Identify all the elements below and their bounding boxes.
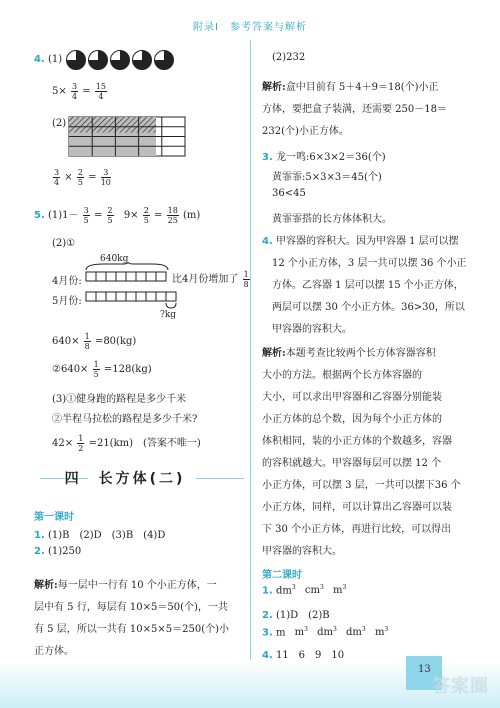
- superscript: 3: [304, 626, 308, 633]
- numerator: 2: [143, 206, 149, 215]
- q-number: 3.: [262, 627, 273, 639]
- r-explanation2-6: 的容积就越大。甲容器每层可以摆 12 个: [262, 458, 442, 469]
- eq3: [52, 434, 201, 453]
- superscript: 3: [291, 584, 296, 591]
- fraction: [71, 82, 78, 101]
- denominator: 2: [78, 444, 84, 453]
- expr-text: =: [88, 172, 97, 183]
- l1-q1: [34, 526, 165, 541]
- q-number: 2.: [262, 610, 273, 621]
- denominator: 5: [83, 216, 89, 225]
- expr-text: =: [82, 86, 91, 97]
- unit: m: [294, 627, 305, 639]
- page-number: 13: [418, 664, 431, 675]
- note-text: 比4月份增加了: [172, 274, 239, 285]
- expr-text: =: [93, 210, 103, 221]
- page-header: 附录Ⅰ 参考答案与解析: [193, 22, 307, 33]
- expr-text: 9×: [123, 210, 139, 221]
- r-explanation2-2: 大小的方法。根据两个长方体容器的: [262, 370, 422, 381]
- q4-grid-figure: [68, 116, 186, 168]
- r-q4-line3: 方体。乙容器 1 层可以摆 15 个小正方体，: [272, 280, 464, 291]
- denominator: 8: [243, 280, 249, 289]
- explanation-text: 盒中目前有 5＋4＋9＝18(个)小正: [285, 82, 439, 93]
- answer-text: 龙一鸣:6×3×2＝36(个): [275, 152, 386, 163]
- fraction: [53, 168, 60, 187]
- r-explanation-2: 方体，要把盒子装满，还需要 250－18＝: [262, 104, 447, 115]
- fraction: [77, 434, 84, 453]
- r-explanation2-9: 下 30 个小正方体，再进行比较，可以得出: [262, 524, 452, 535]
- fraction: [83, 206, 90, 225]
- expr-text: =: [154, 210, 163, 221]
- numerator: 2: [107, 206, 113, 215]
- r-explanation2-10: 甲容器的容积大。: [262, 546, 342, 557]
- q4-number: 4.: [34, 54, 45, 65]
- answer-text: (1)B (2)D (3)B (4)D: [47, 530, 166, 541]
- unit: cm: [304, 585, 320, 597]
- r-explanation-1: [262, 78, 439, 93]
- r-q4-line1: [262, 232, 459, 247]
- unit: dm: [275, 585, 292, 597]
- fraction: [84, 332, 91, 351]
- q-number: 2.: [34, 546, 45, 557]
- lesson-1-title: 第一课时: [34, 512, 74, 523]
- fraction: [243, 270, 250, 289]
- denominator: 5: [77, 178, 83, 187]
- fraction: [167, 206, 179, 225]
- numerator: 3: [101, 168, 111, 178]
- denominator: 4: [98, 92, 104, 101]
- l1-q2: [34, 546, 81, 557]
- fraction: [93, 360, 100, 379]
- expr-text: (1)1－: [47, 210, 79, 221]
- expr-text: =80(kg): [94, 336, 137, 347]
- answer-text: (1)250: [47, 546, 82, 557]
- expr-text: =21(km) (答案不唯一): [88, 438, 201, 449]
- r-explanation2-3: 大小，可以求出甲容器和乙容器分别能装: [262, 392, 442, 403]
- q5-line1: [34, 206, 200, 225]
- fraction: [107, 206, 114, 225]
- lesson-2-title: 第二课时: [262, 570, 302, 581]
- expr-text: =128(kg): [103, 364, 152, 375]
- numerator: 1: [84, 332, 90, 341]
- r-q3-line2: 黄霏霏:5×3×3＝45(个): [272, 172, 382, 183]
- section-title: 四 长方体(二): [64, 471, 186, 487]
- q-number: 4.: [262, 236, 273, 247]
- fraction: [77, 168, 84, 187]
- denominator: 5: [93, 370, 99, 379]
- r-q3-line1: [262, 148, 386, 163]
- q4-circle-1: [66, 50, 86, 70]
- l2-q3: [262, 626, 388, 638]
- fraction: [95, 82, 107, 101]
- answer-text: 11 6 9 10: [275, 650, 345, 661]
- q-number: 1.: [262, 585, 273, 597]
- q4-expr1: [52, 82, 108, 101]
- unit: m: [374, 627, 385, 639]
- eq2: [52, 360, 152, 379]
- eq1: [52, 332, 136, 351]
- q5-number: 5.: [34, 210, 45, 221]
- r-q3-line4: 黄霏霏搭的长方体体积大。: [272, 214, 392, 225]
- superscript: 3: [384, 626, 389, 633]
- l1-explanation-2: 层中有 5 行，每层有 10×5＝50(个)，一共: [34, 602, 228, 613]
- r-explanation2-7: 小正方体，可以摆 3 层，一共可以摆下36 个: [262, 480, 461, 491]
- l2-q2: [262, 606, 330, 621]
- q4-circle-2: [88, 50, 108, 70]
- numerator: 1: [93, 360, 99, 369]
- numerator: 3: [54, 168, 60, 177]
- r-explanation-3: 232(个)小正方体。: [262, 126, 349, 137]
- explanation-text: 本题考查比较两个长方体容器容积: [285, 348, 436, 359]
- expr-text: ②640×: [52, 364, 89, 375]
- denominator: 8: [84, 342, 90, 351]
- q4-circle-5: [154, 50, 174, 70]
- answer-text: (1)D (2)B: [275, 610, 330, 621]
- q4-expr2: [52, 168, 112, 187]
- q4-circle-3: [110, 50, 130, 70]
- column-divider: [250, 40, 251, 660]
- numerator: 1: [78, 434, 84, 443]
- q-number: 1.: [34, 530, 45, 541]
- fraction: [101, 168, 111, 187]
- r-q4-line5: 甲容器的容积大。: [272, 324, 352, 335]
- l2-q4: [262, 646, 344, 661]
- l1-explanation-1: [34, 576, 217, 591]
- r-explanation2-4: 小正方体的总个数，因为每个小正方体的: [262, 414, 442, 425]
- unit: m: [332, 585, 343, 597]
- explanation-label: 解析:: [34, 580, 58, 591]
- r-q2-part2: (2)232: [272, 52, 306, 63]
- diagram-note: [172, 270, 251, 289]
- explanation-label: 解析:: [262, 348, 286, 359]
- numerator: 18: [167, 206, 178, 215]
- l2-q1: [262, 584, 346, 596]
- unit: m: [275, 627, 286, 639]
- q5-part3-a: (3)①健身跑的路程是多少千米: [52, 394, 187, 405]
- denominator: 5: [143, 216, 149, 225]
- numerator: 3: [71, 82, 78, 91]
- r-explanation2-1: [262, 344, 436, 359]
- explanation-label: 解析:: [262, 82, 286, 93]
- superscript: 3: [342, 584, 347, 591]
- r-q4-line2: 12 个小正方体，3 层一共可以摆 36 个小正: [272, 258, 467, 269]
- denominator: 4: [71, 92, 78, 101]
- numerator: 1: [243, 270, 249, 279]
- denominator: 10: [100, 178, 111, 187]
- explanation-text: 每一层中一行有 10 个小正方体，一: [57, 580, 217, 591]
- numerator: 15: [95, 82, 106, 91]
- r-q4-line4: 两层可以摆 30 个小正方体。36>30，所以: [272, 302, 465, 313]
- q5-part3-b: ②半程马拉松的路程是多少千米?: [52, 414, 198, 425]
- superscript: 3: [319, 584, 324, 591]
- q-number: 4.: [262, 650, 273, 661]
- fraction: [143, 206, 150, 225]
- diagram-row-may: 5月份:: [52, 296, 82, 307]
- superscript: 3: [333, 626, 337, 633]
- expr-text: 42×: [52, 438, 74, 449]
- diagram-row-april: 4月份:: [52, 276, 82, 287]
- r-explanation2-5: 体积相同，装的小正方体的个数越多，容器: [262, 436, 452, 447]
- l1-explanation-4: 正方体。: [34, 646, 74, 657]
- q4-circle-4: [132, 50, 152, 70]
- l1-explanation-3: 有 5 层，所以一共有 10×5×5＝250(个)小: [34, 624, 229, 635]
- q5-part2: (2)①: [52, 238, 76, 249]
- denominator: 5: [107, 216, 113, 225]
- r-q3-line3: 36<45: [272, 188, 306, 199]
- q4-part2: (2): [52, 118, 67, 129]
- denominator: 25: [167, 216, 178, 225]
- expr-text: (m): [182, 210, 201, 221]
- q4-part1: (1): [47, 54, 63, 65]
- expr-text: 5×: [52, 86, 67, 97]
- q-number: 3.: [262, 152, 273, 163]
- superscript: 3: [361, 626, 366, 633]
- diagram-total-label: 640kg: [100, 254, 129, 264]
- diagram-unknown: ?kg: [160, 310, 177, 320]
- denominator: 4: [54, 178, 60, 187]
- numerator: 3: [83, 206, 89, 215]
- q4-line1: [34, 54, 62, 65]
- unit: dm: [346, 627, 362, 639]
- numerator: 2: [77, 168, 83, 177]
- unit: dm: [317, 627, 334, 639]
- r-explanation2-8: 小正方体，同样，可以计算出乙容器可以装: [262, 502, 452, 513]
- watermark-logo: 答案圈: [432, 676, 489, 697]
- expr-text: 640×: [52, 336, 80, 347]
- answer-text: 甲容器的容积大。因为甲容器 1 层可以摆: [275, 236, 459, 247]
- expr-text: ×: [64, 172, 73, 183]
